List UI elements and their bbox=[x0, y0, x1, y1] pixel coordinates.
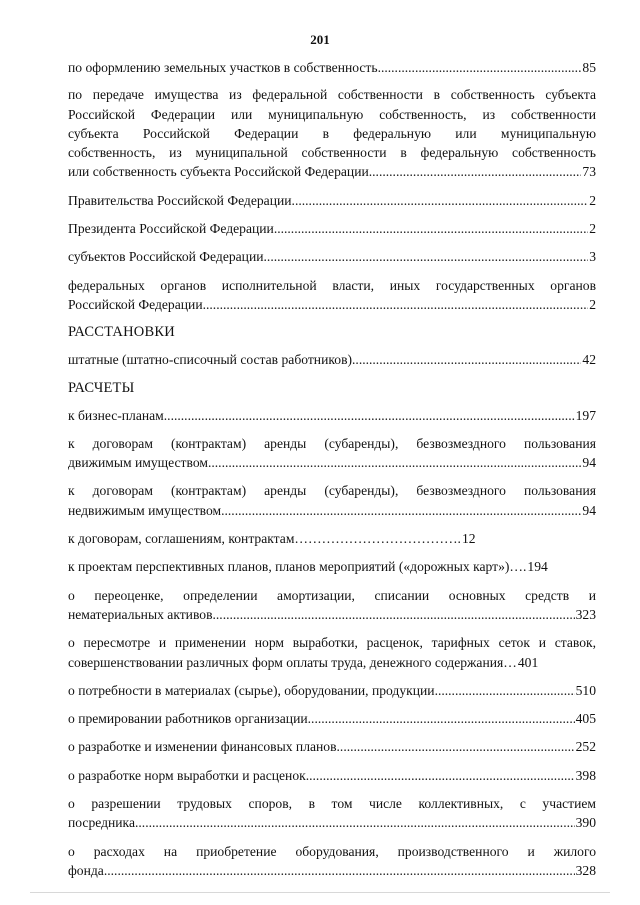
index-entry bbox=[68, 737, 596, 756]
entry-text: фонда bbox=[68, 862, 104, 878]
entry-text: о потребности в материалах (сырье), оборудовании, продукции bbox=[68, 682, 435, 698]
entry-line: о разрешении трудовых споров, в том числе коллективных, с участием bbox=[68, 796, 596, 812]
leader-dots bbox=[306, 766, 575, 785]
entry-text: движимым имуществом bbox=[68, 455, 208, 471]
leader-dots bbox=[274, 219, 588, 238]
entry-page: 401 bbox=[517, 654, 539, 670]
leader-dots bbox=[308, 709, 575, 728]
entry-line: федеральных органов исполнительной власти, иных государственных органов bbox=[68, 277, 596, 293]
section-heading: РАСЧЕТЫ bbox=[68, 379, 135, 396]
entry-text: Правительства Российской Федерации bbox=[68, 192, 292, 208]
leader-dots bbox=[352, 350, 581, 369]
entry-text: о разработке норм выработки и расценок bbox=[68, 767, 306, 783]
entry-line: о пересмотре и применении норм выработки, расценок, тарифных сеток и ставок, bbox=[68, 635, 596, 651]
leader-dots bbox=[221, 501, 581, 520]
entry-text: штатные (штатно-списочный состав работников) bbox=[68, 352, 353, 368]
index-entry bbox=[68, 586, 596, 625]
entry-page: 197 bbox=[575, 407, 596, 423]
entry-page: 405 bbox=[575, 711, 596, 727]
entry-line: по передаче имущества из федеральной собственности в собственность субъекта bbox=[68, 87, 596, 103]
entry-line: о расходах на приобретение оборудования, производственного и жилого bbox=[68, 843, 596, 859]
entry-page: 2 bbox=[589, 192, 596, 208]
index-entry bbox=[68, 247, 596, 266]
entry-line: к договорам (контрактам) аренды (субаренды), безвозмездного пользования bbox=[68, 483, 596, 499]
index-entry bbox=[68, 557, 596, 576]
index-entry bbox=[68, 434, 596, 473]
index-entry bbox=[68, 191, 596, 210]
entry-text: к проектам перспективных планов, планов мероприятий («дорожных карт»)…. bbox=[68, 559, 527, 575]
entry-text: по оформлению земельных участков в собственность bbox=[68, 60, 378, 75]
index-entry bbox=[68, 481, 596, 520]
entry-page: 73 bbox=[582, 164, 596, 180]
leader-dots bbox=[104, 861, 575, 880]
entry-text: субъектов Российской Федерации bbox=[68, 249, 264, 265]
leader-dots bbox=[213, 605, 575, 624]
entry-page: 323 bbox=[575, 606, 596, 622]
entry-page: 3 bbox=[589, 249, 596, 265]
entry-text: Президента Российской Федерации bbox=[68, 221, 274, 237]
entry-line: собственность, из муниципальной собственности в федеральную собственность bbox=[68, 145, 596, 161]
index-entry bbox=[68, 85, 596, 181]
index-entry bbox=[68, 842, 596, 881]
leader-dots bbox=[369, 162, 582, 181]
leader-dots bbox=[135, 813, 575, 832]
entry-line: о переоценке, определении амортизации, списании основных средств и bbox=[68, 587, 596, 603]
entry-page: 2 bbox=[589, 296, 596, 312]
entry-page: 94 bbox=[582, 502, 596, 518]
leader-dots bbox=[337, 737, 575, 756]
entry-text: совершенствовании различных форм оплаты труда, денежного содержания… bbox=[68, 654, 517, 670]
entry-text: к бизнес-планам bbox=[68, 407, 164, 423]
entry-page: 42 bbox=[582, 352, 596, 368]
entry-line: субъекта Российской Федерации в федеральную или муниципальную bbox=[68, 125, 596, 141]
index-entry bbox=[68, 58, 596, 77]
entry-text: посредника bbox=[68, 815, 135, 831]
entry-text: нематериальных активов bbox=[68, 606, 213, 622]
index-entry bbox=[68, 219, 596, 238]
index-content bbox=[68, 58, 596, 880]
section-heading: РАССТАНОВКИ bbox=[68, 324, 175, 341]
entry-line: Российской Федерации или муниципальную собственность, из собственности bbox=[68, 106, 596, 122]
entry-page: 2 bbox=[589, 221, 596, 237]
entry-page: 194 bbox=[527, 559, 548, 575]
index-entry bbox=[68, 794, 596, 833]
entry-text: о разработке и изменении финансовых планов bbox=[68, 739, 337, 755]
scan-edge-line bbox=[30, 892, 610, 893]
entry-page: 12 bbox=[461, 531, 476, 547]
entry-text: недвижимым имуществом bbox=[68, 502, 222, 518]
leader-dots bbox=[378, 58, 582, 77]
entry-text: о премировании работников организации bbox=[68, 711, 308, 727]
index-entry bbox=[68, 276, 596, 315]
entry-page: 85 bbox=[582, 60, 596, 75]
leader-dots bbox=[164, 406, 575, 425]
index-entry bbox=[68, 529, 596, 548]
entry-page: 328 bbox=[575, 862, 596, 878]
entry-text: Российской Федерации bbox=[68, 296, 203, 312]
leader-dots bbox=[292, 191, 589, 210]
index-entry bbox=[68, 633, 596, 672]
leader-dots bbox=[264, 247, 589, 266]
index-entry bbox=[68, 406, 596, 425]
leader-dots bbox=[435, 681, 575, 700]
entry-page: 252 bbox=[575, 739, 596, 755]
index-entry bbox=[68, 681, 596, 700]
page-number: 201 bbox=[310, 32, 330, 47]
leader-dots bbox=[203, 295, 589, 314]
entry-page: 390 bbox=[575, 815, 596, 831]
index-entry bbox=[68, 766, 596, 785]
entry-line: к договорам (контрактам) аренды (субаренды), безвозмездного пользования bbox=[68, 435, 596, 451]
index-entry bbox=[68, 709, 596, 728]
entry-page: 510 bbox=[575, 682, 596, 698]
entry-page: 398 bbox=[575, 767, 596, 783]
leader-dots bbox=[208, 453, 581, 472]
index-entry bbox=[68, 350, 596, 369]
entry-text: или собственность субъекта Российской Федерации bbox=[68, 164, 369, 180]
entry-text: к договорам, соглашениям, контрактам………………………………. bbox=[68, 531, 461, 547]
entry-page: 94 bbox=[582, 455, 596, 471]
